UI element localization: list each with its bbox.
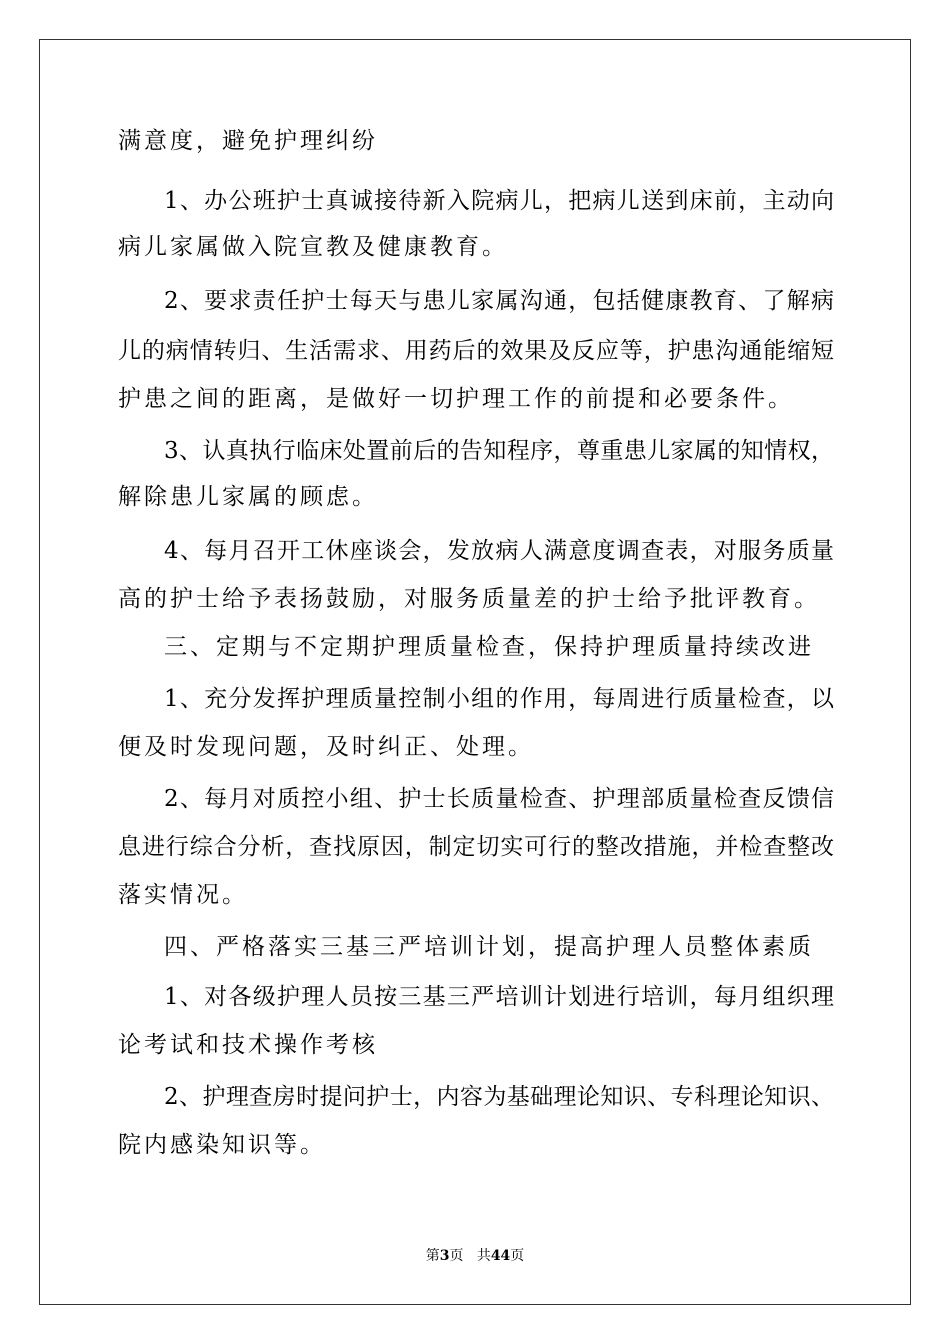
footer-page-number: 3 [439,1248,450,1264]
text-line-11: 三、定期与不定期护理质量检查，保持护理质量持续改进 [164,634,814,660]
text-line-9: 4、每月召开工休座谈会，发放病人满意度调查表，对服务质量 [164,538,834,564]
page-border [39,39,911,1305]
footer-page-unit: 页 [449,1248,464,1264]
text-line-6: 护患之间的距离，是做好一切护理工作的前提和必要条件。 [118,386,794,412]
text-line-5: 儿的病情转归、生活需求、用药后的效果及反应等，护患沟通能缩短 [118,338,834,364]
text-line-1: 满意度，避免护理纠纷 [118,128,378,154]
text-line-18: 1、对各级护理人员按三基三严培训计划进行培训，每月组织理 [164,984,834,1010]
text-line-14: 2、每月对质控小组、护士长质量检查、护理部质量检查反馈信 [164,786,834,812]
text-line-17: 四、严格落实三基三严培训计划，提高护理人员整体素质 [164,934,814,960]
text-line-13: 便及时发现问题，及时纠正、处理。 [118,734,534,760]
text-line-8: 解除患儿家属的顾虑。 [118,484,378,510]
text-line-10: 高的护士给予表扬鼓励，对服务质量差的护士给予批评教育。 [118,586,820,612]
text-line-20: 2、护理查房时提问护士，内容为基础理论知识、专科理论知识、 [164,1084,834,1110]
footer-total-prefix: 共 [476,1248,491,1264]
text-line-21: 院内感染知识等。 [118,1132,326,1158]
page-footer [0,1246,950,1266]
footer-total-pages: 44 [490,1248,511,1264]
text-line-7: 3、认真执行临床处置前后的告知程序，尊重患儿家属的知情权， [164,438,834,464]
text-line-4: 2、要求责任护士每天与患儿家属沟通，包括健康教育、了解病 [164,288,834,314]
text-line-2: 1、办公班护士真诚接待新入院病儿，把病儿送到床前，主动向 [164,188,834,214]
text-line-19: 论考试和技术操作考核 [118,1032,378,1058]
text-line-16: 落实情况。 [118,882,248,908]
text-line-15: 息进行综合分析，查找原因，制定切实可行的整改措施，并检查整改 [118,834,834,860]
text-line-3: 病儿家属做入院宣教及健康教育。 [118,234,508,260]
footer-prefix: 第 [425,1248,440,1264]
footer-total-unit: 页 [510,1248,525,1264]
text-line-12: 1、充分发挥护理质量控制小组的作用，每周进行质量检查，以 [164,686,834,712]
